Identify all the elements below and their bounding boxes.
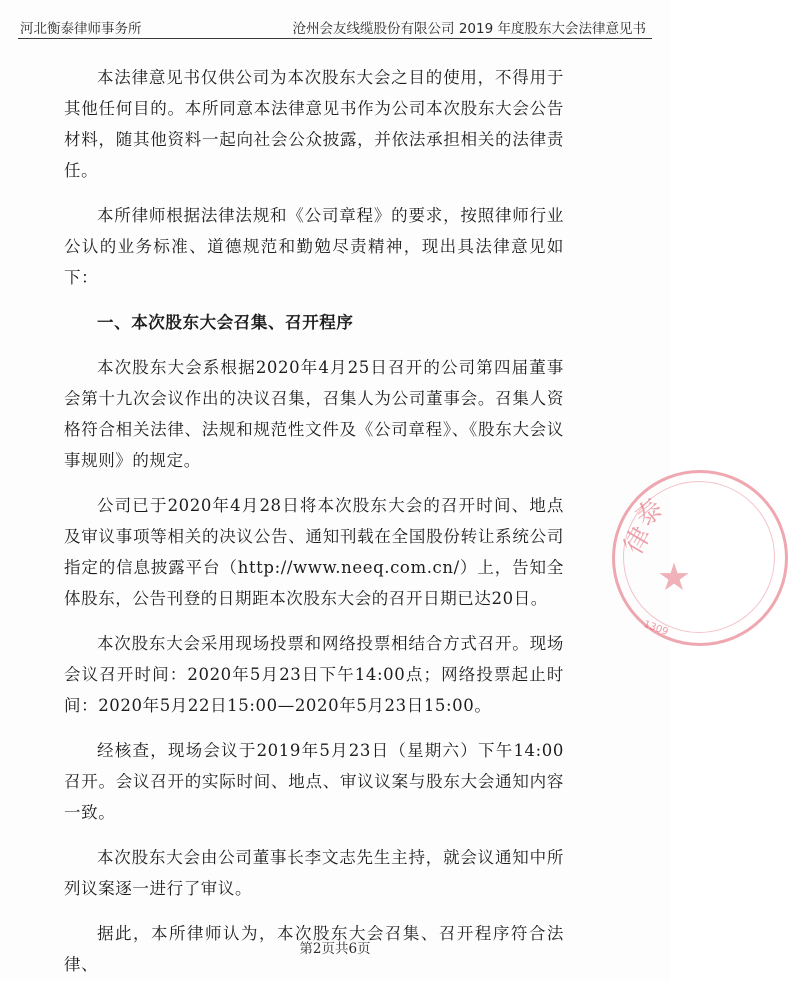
paragraph-voting-method: 本次股东大会采用现场投票和网络投票相结合方式召开。现场会议召开时间：2020年5月23日下午14:00点；网络投票起止时间：2020年5月22日15:00—2020年5月23日15:00。 [64,634,564,715]
section-heading-convening-procedure: 一、本次股东大会召集、召开程序 [97,313,354,332]
header-document-title: 沧州会友线缆股份有限公司 2019 年度股东大会法律意见书 [292,21,646,37]
seal-character: 泰 [630,493,670,534]
paragraph-verification: 经核查，现场会议于2019年5月23日（星期六）下午14:00 召开。会议召开的实际时间、地点、审议议案与股东大会通知内容一致。 [64,741,564,822]
paragraph-opinion-basis: 本所律师根据法律法规和《公司章程》的要求，按照律师行业公认的业务标准、道德规范和勤勉尽责精神，现出具法律意见如下： [64,206,564,287]
paragraph-conclusion: 据此，本所律师认为，本次股东大会召集、召开程序符合法律、 [64,924,564,974]
header-firm-name: 河北衡泰律师事务所 [20,21,142,37]
seal-number: 1309 [641,618,670,639]
law-firm-seal [612,470,788,646]
paragraph-chairman: 本次股东大会由公司董事长李文志先生主持，就会议通知中所列议案逐一进行了审议。 [64,848,564,898]
paragraph-notice-publication: 公司已于2020年4月28日将本次股东大会的召开时间、地点及审议事项等相关的决议公告、通知刊载在全国股份转让系统公司指定的信息披露平台（http://www.neeq.com.cn/）上，告知全体股东，公告刊登的日期距本次股东大会的召开日期已达20日。 [64,496,564,608]
document-body [64,62,564,994]
page-header [18,12,652,39]
seal-star-icon: ★ [657,555,692,599]
paragraph-usage-statement: 本法律意见书仅供公司为本次股东大会之目的使用，不得用于其他任何目的。本所同意本法律意见书作为公司本次股东大会公告材料，随其他资料一起向社会公众披露，并依法承担相关的法律责任。 [64,68,564,180]
seal-character: 律 [618,521,658,560]
paragraph-convener: 本次股东大会系根据2020年4月25日召开的公司第四届董事会第十九次会议作出的决议召集，召集人为公司董事会。召集人资格符合相关法律、法规和规范性文件及《公司章程》、《股东大会议事规则》的规定。 [64,358,564,470]
page-number: 第2页共6页 [299,941,371,957]
